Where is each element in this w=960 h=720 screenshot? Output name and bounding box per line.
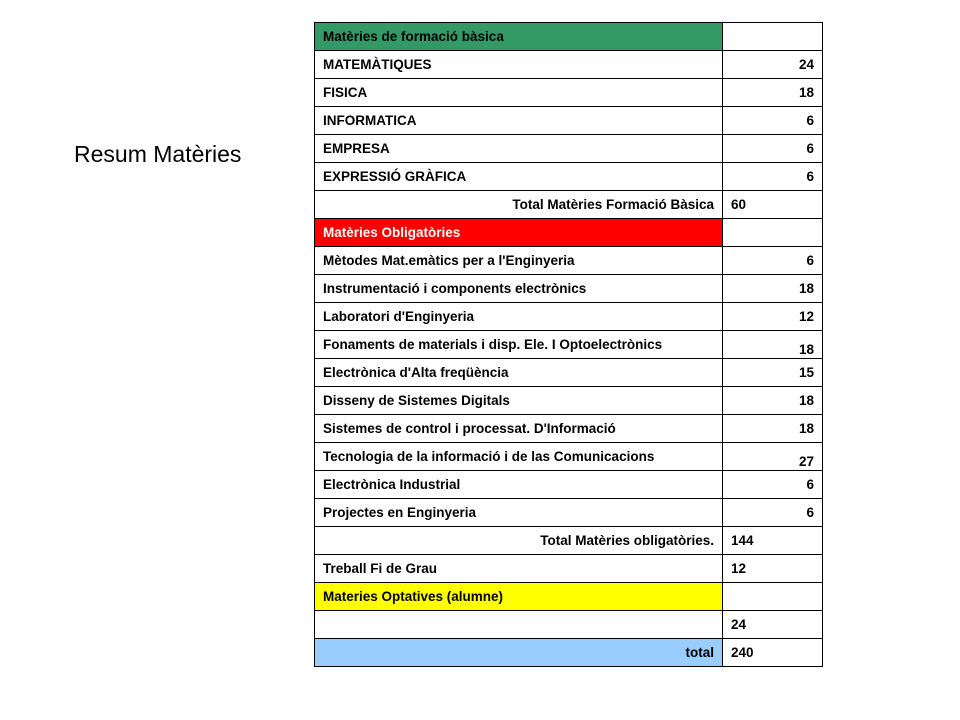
subject-credits: 18 — [723, 331, 823, 359]
empty-cell — [723, 583, 823, 611]
subject-name: INFORMATICA — [315, 107, 723, 135]
subject-name: Tecnologia de la informació i de las Comunicacions — [315, 443, 723, 471]
subject-name: Sistemes de control i processat. D'Informació — [315, 415, 723, 443]
total-row-basica — [315, 191, 823, 219]
subject-credits: 27 — [723, 443, 823, 471]
table-row — [315, 443, 823, 471]
subject-credits: 6 — [723, 471, 823, 499]
section-header-label: Materies Optatives (alumne) — [315, 583, 723, 611]
subject-name: Fonaments de materials i disp. Ele. I Optoelectrònics — [315, 331, 723, 359]
subject-credits: 18 — [723, 387, 823, 415]
subject-name: Electrònica Industrial — [315, 471, 723, 499]
section-header-obligatories — [315, 219, 823, 247]
subject-name: Laboratori d'Enginyeria — [315, 303, 723, 331]
subject-credits: 6 — [723, 135, 823, 163]
subject-credits: 18 — [723, 275, 823, 303]
subject-credits: 6 — [723, 247, 823, 275]
table-row — [315, 79, 823, 107]
empty-cell — [723, 219, 823, 247]
subject-credits: 18 — [723, 79, 823, 107]
table-row — [315, 135, 823, 163]
table-row — [315, 359, 823, 387]
empty-cell — [723, 23, 823, 51]
grand-total-row — [315, 639, 823, 667]
table-row — [315, 107, 823, 135]
subject-name: Projectes en Enginyeria — [315, 499, 723, 527]
table-row — [315, 471, 823, 499]
grand-total-label: total — [315, 639, 723, 667]
subject-credits: 6 — [723, 499, 823, 527]
optatives-row — [315, 611, 823, 639]
table-row — [315, 499, 823, 527]
table-row — [315, 331, 823, 359]
subject-name: Disseny de Sistemes Digitals — [315, 387, 723, 415]
subject-name: Electrònica d'Alta freqüència — [315, 359, 723, 387]
subject-credits: 6 — [723, 163, 823, 191]
table-row — [315, 387, 823, 415]
subject-credits: 12 — [723, 555, 823, 583]
subject-credits: 24 — [723, 51, 823, 79]
subject-credits: 6 — [723, 107, 823, 135]
empty-cell — [315, 611, 723, 639]
credits-summary-table — [314, 22, 823, 667]
subject-name: EXPRESSIÓ GRÀFICA — [315, 163, 723, 191]
subject-name: Instrumentació i components electrònics — [315, 275, 723, 303]
total-value: 144 — [723, 527, 823, 555]
total-row-obligatories — [315, 527, 823, 555]
subject-name: EMPRESA — [315, 135, 723, 163]
grand-total-value: 240 — [723, 639, 823, 667]
table-row — [315, 163, 823, 191]
table-row — [315, 247, 823, 275]
subject-credits: 18 — [723, 415, 823, 443]
table-row — [315, 303, 823, 331]
subject-name: Mètodes Mat.emàtics per a l'Enginyeria — [315, 247, 723, 275]
section-header-label: Matèries de formació bàsica — [315, 23, 723, 51]
total-label: Total Matèries Formació Bàsica — [315, 191, 723, 219]
subject-name: Treball Fi de Grau — [315, 555, 723, 583]
section-header-basica — [315, 23, 823, 51]
subject-credits: 12 — [723, 303, 823, 331]
table-row — [315, 51, 823, 79]
total-value: 60 — [723, 191, 823, 219]
tfg-row — [315, 555, 823, 583]
optatives-credits: 24 — [723, 611, 823, 639]
section-header-optatives — [315, 583, 823, 611]
subject-credits: 15 — [723, 359, 823, 387]
subject-name: MATEMÀTIQUES — [315, 51, 723, 79]
table-row — [315, 275, 823, 303]
section-header-label: Matèries Obligatòries — [315, 219, 723, 247]
table-row — [315, 415, 823, 443]
page-title: Resum Matèries — [74, 141, 242, 167]
subject-name: FISICA — [315, 79, 723, 107]
total-label: Total Matèries obligatòries. — [315, 527, 723, 555]
